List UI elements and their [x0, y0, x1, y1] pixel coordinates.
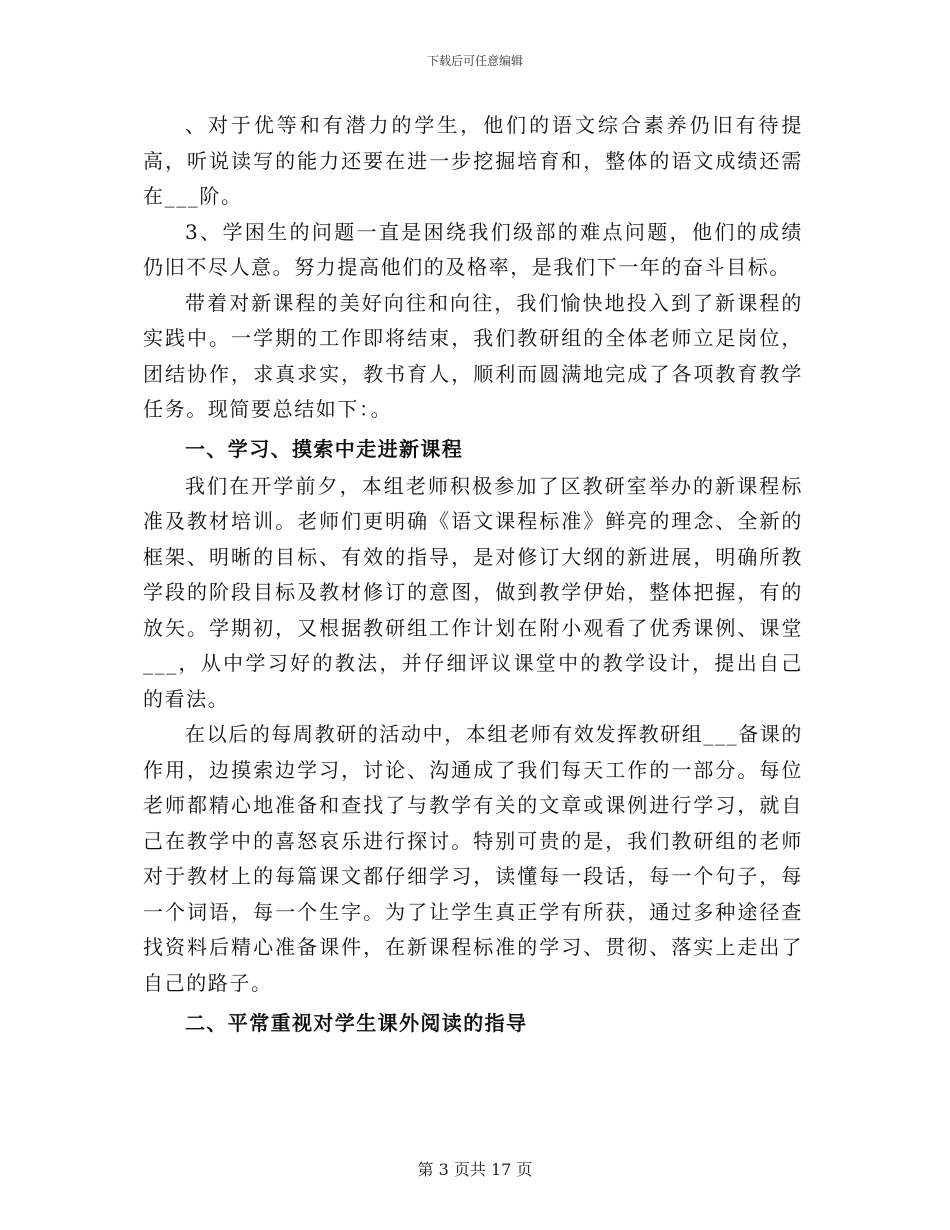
paragraph-top-students: 、对于优等和有潜力的学生，他们的语文综合素养仍旧有待提高，听说读写的能力还要在进一步挖掘培育和，整体的语文成绩还需在___阶。	[143, 113, 803, 208]
section-heading-2: 二、平常重视对学生课外阅读的指导	[185, 1011, 528, 1035]
page-number: 第 3 页共 17 页	[417, 1160, 533, 1179]
paragraph-struggling-students: 3、学困生的问题一直是困绕我们级部的难点问题，他们的成绩仍旧不尽人意。努力提高他们的及格率，是我们下一年的奋斗目标。	[143, 219, 803, 279]
page-header-note: 下载后可任意编辑	[426, 54, 523, 68]
paragraph-summary-intro: 带着对新课程的美好向往和向往，我们愉快地投入到了新课程的实践中。一学期的工作即将结束，我们教研组的全体老师立足岗位，团结协作，求真求实，教书育人，顺利而圆满地完成了各项教育教学任务。现简要总结如下：。	[143, 290, 803, 421]
paragraph-weekly-research: 在以后的每周教研的活动中，本组老师有效发挥教研组___备课的作用，边摸索边学习，讨论、沟通成了我们每天工作的一部分。每位老师都精心地准备和查找了与教学有关的文章或课例进行学习，就自己在教学中的喜怒哀乐进行探讨。特别可贵的是，我们教研组的老师对于教材上的每篇课文都仔细学习，读懂每一段话，每一个句子，每一个词语，每一个生字。为了让学生真正学有所获，通过多种途径查找资料后精心准备课件，在新课程标准的学习、贯彻、落实上走出了自己的路子。	[143, 722, 803, 995]
section-heading-1: 一、学习、摸索中走进新课程	[185, 436, 464, 461]
paragraph-training: 我们在开学前夕，本组老师积极参加了区教研室举办的新课程标准及教材培训。老师们更明确《语文课程标准》鲜亮的理念、全新的框架、明晰的目标、有效的指导，是对修订大纲的新进展，明确所教学段的阶段目标及教材修订的意图，做到教学伊始，整体把握，有的放矢。学期初，又根据教研组工作计划在附小观看了优秀课例、课堂___，从中学习好的教法，并仔细评议课堂中的教学设计，提出自己的看法。	[143, 473, 803, 711]
document-body	[143, 108, 803, 1043]
